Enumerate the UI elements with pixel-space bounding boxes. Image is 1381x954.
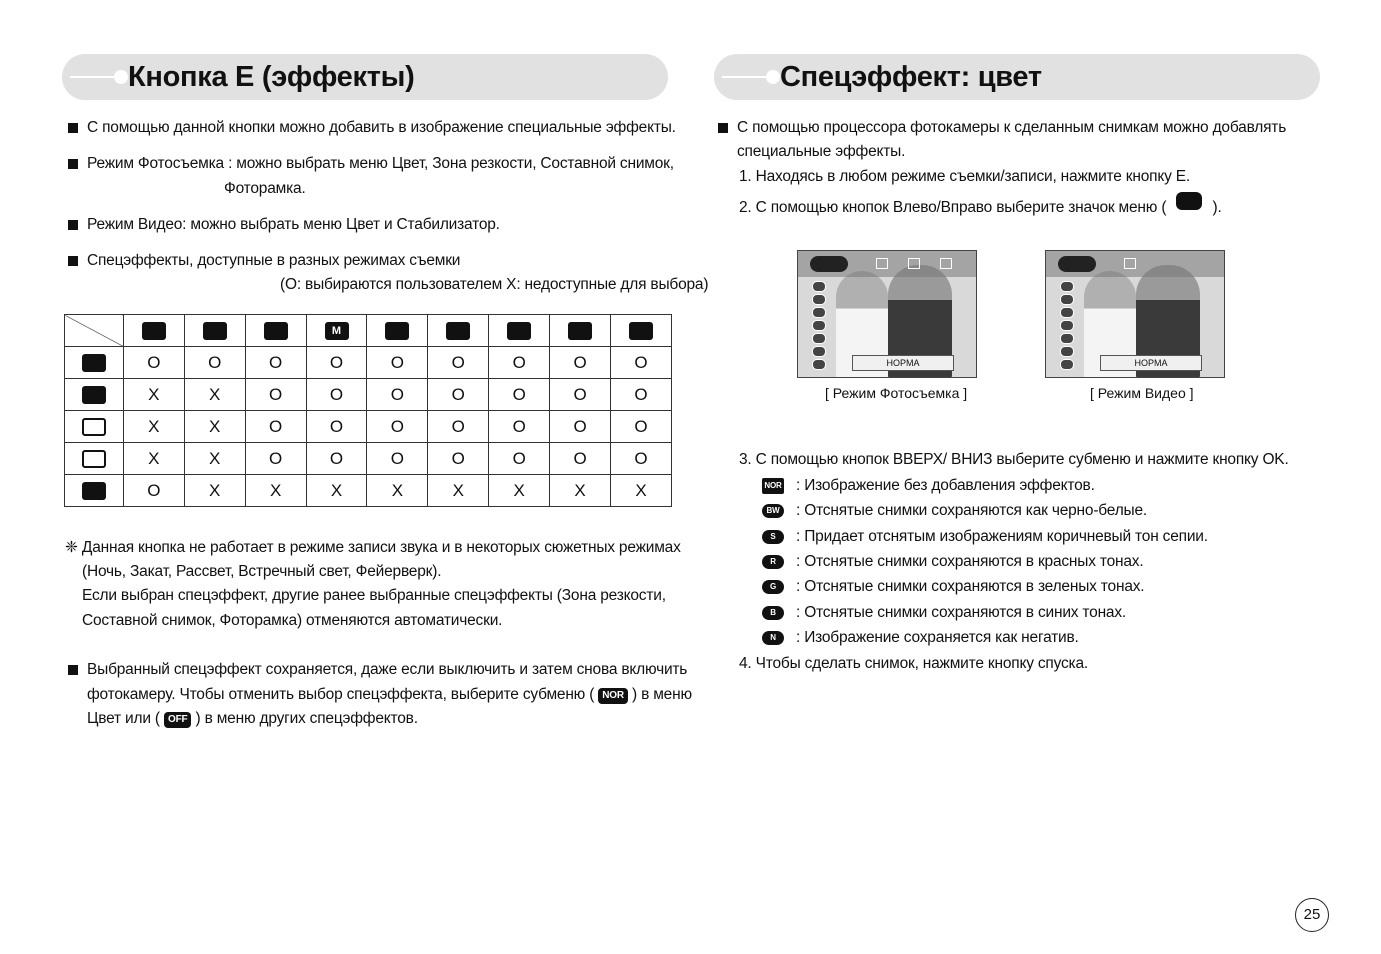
right-title: Спецэффект: цвет <box>780 60 1042 93</box>
nor-icon: NOR <box>762 478 784 494</box>
palette-icon <box>810 256 848 272</box>
step-4: 4. Чтобы сделать снимок, нажмите кнопку спуска. <box>739 655 1088 672</box>
left-title: Кнопка E (эффекты) <box>128 60 415 93</box>
effect-item: R : Отснятые снимки сохраняются в красных тонах. <box>762 552 1143 572</box>
effect-item: B : Отснятые снимки сохраняются в синих тонах. <box>762 603 1126 623</box>
note-line-2: (Ночь, Закат, Рассвет, Встречный свет, Фейерверк). <box>82 563 442 580</box>
composite-icon <box>65 411 124 443</box>
nor-badge-icon: NOR <box>598 688 628 704</box>
highlight-icon <box>65 379 124 411</box>
green-icon: G <box>762 580 784 594</box>
intro-line-1: С помощью процессора фотокамеры к сделанным снимкам можно добавлять <box>737 119 1287 136</box>
col-backlight-icon <box>611 315 672 347</box>
table-row: X X O O O O O O O <box>65 379 672 411</box>
left-title-bar <box>62 54 668 100</box>
page-number: 25 <box>1295 898 1329 932</box>
photo-frame-icon <box>65 443 124 475</box>
caption-video: [ Режим Видео ] <box>1090 385 1194 401</box>
bullet-1: С помощью данной кнопки можно добавить в изображение специальные эффекты. <box>87 119 676 136</box>
step-1: 1. Находясь в любом режиме съемки/записи, нажмите кнопку E. <box>739 168 1191 185</box>
col-video-mode-icon <box>123 315 184 347</box>
palette-icon <box>1176 192 1202 210</box>
screen-video-mode <box>1045 250 1225 378</box>
bullet-2: Режим Фотосъемка : можно выбрать меню Цвет, Зона резкости, Составной снимок, <box>87 155 674 172</box>
effect-item: BW : Отснятые снимки сохраняются как черно-белые. <box>762 501 1147 521</box>
col-portrait-icon <box>428 315 489 347</box>
step-3: 3. С помощью кнопок ВВЕРХ/ ВНИЗ выберите субменю и нажмите кнопку OK. <box>739 451 1289 468</box>
highlight-icon <box>876 258 888 269</box>
table-row: X X O O O O O O O <box>65 411 672 443</box>
col-landscape-icon <box>489 315 550 347</box>
caption-photo: [ Режим Фотосъемка ] <box>825 385 968 401</box>
palette-icon <box>1058 256 1096 272</box>
screen-label: НОРМА <box>1100 355 1202 371</box>
col-camera-auto-icon <box>184 315 245 347</box>
red-icon: R <box>762 555 784 569</box>
screen-photo-mode <box>797 250 977 378</box>
effects-table <box>64 314 672 507</box>
stabilizer-icon <box>65 475 124 507</box>
col-macro-icon <box>550 315 611 347</box>
table-header-row <box>65 315 672 347</box>
table-row: X X O O O O O O O <box>65 443 672 475</box>
intro-line-2: специальные эффекты. <box>737 143 906 160</box>
final-line-3: Цвет или ( OFF ) в меню других спецэффектов. <box>87 710 418 727</box>
blue-icon: B <box>762 606 784 620</box>
photo-frame-icon <box>940 258 952 269</box>
color-effect-icon <box>65 347 124 379</box>
final-line-1: Выбранный спецэффект сохраняется, даже если выключить и затем снова включить <box>87 661 688 678</box>
table-corner <box>65 315 124 347</box>
table-row: O O O O O O O O O <box>65 347 672 379</box>
stabilizer-icon <box>1124 258 1136 269</box>
bw-icon: BW <box>762 504 784 518</box>
legend-note: (О: выбираются пользователем X: недоступные для выбора) <box>280 276 709 293</box>
col-manual-icon: M <box>306 315 367 347</box>
final-line-2: фотокамеру. Чтобы отменить выбор спецэффекта, выберите субменю ( NOR ) в меню <box>87 686 692 703</box>
bullet-2-cont: Фоторамка. <box>224 180 306 197</box>
right-title-bar <box>714 54 1320 100</box>
col-program-icon <box>245 315 306 347</box>
effect-item: G : Отснятые снимки сохраняются в зеленых тонах. <box>762 577 1144 597</box>
note-line-4: Составной снимок, Фоторамка) отменяются автоматически. <box>82 612 503 629</box>
note-line-1: ❈ Данная кнопка не работает в режиме записи звука и в некоторых сюжетных режимах <box>65 539 681 556</box>
sepia-icon: S <box>762 530 784 544</box>
effect-item: S : Придает отснятым изображениям коричневый тон сепии. <box>762 527 1208 547</box>
note-line-3: Если выбран спецэффект, другие ранее выбранные спецэффекты (Зона резкости, <box>82 587 666 604</box>
table-row: O X X X X X X X X <box>65 475 672 507</box>
negative-icon: N <box>762 631 784 645</box>
screen-label: НОРМА <box>852 355 954 371</box>
composite-icon <box>908 258 920 269</box>
effect-item: N : Изображение сохраняется как негатив. <box>762 628 1079 648</box>
effect-item: NOR : Изображение без добавления эффектов. <box>762 476 1095 496</box>
bullet-4: Спецэффекты, доступные в разных режимах съемки <box>87 252 461 269</box>
col-dis-icon <box>367 315 428 347</box>
off-badge-icon: OFF <box>164 712 191 728</box>
step-2: 2. С помощью кнопок Влево/Вправо выберите значок меню ( ). <box>739 192 1222 218</box>
bullet-3: Режим Видео: можно выбрать меню Цвет и Стабилизатор. <box>87 216 500 233</box>
